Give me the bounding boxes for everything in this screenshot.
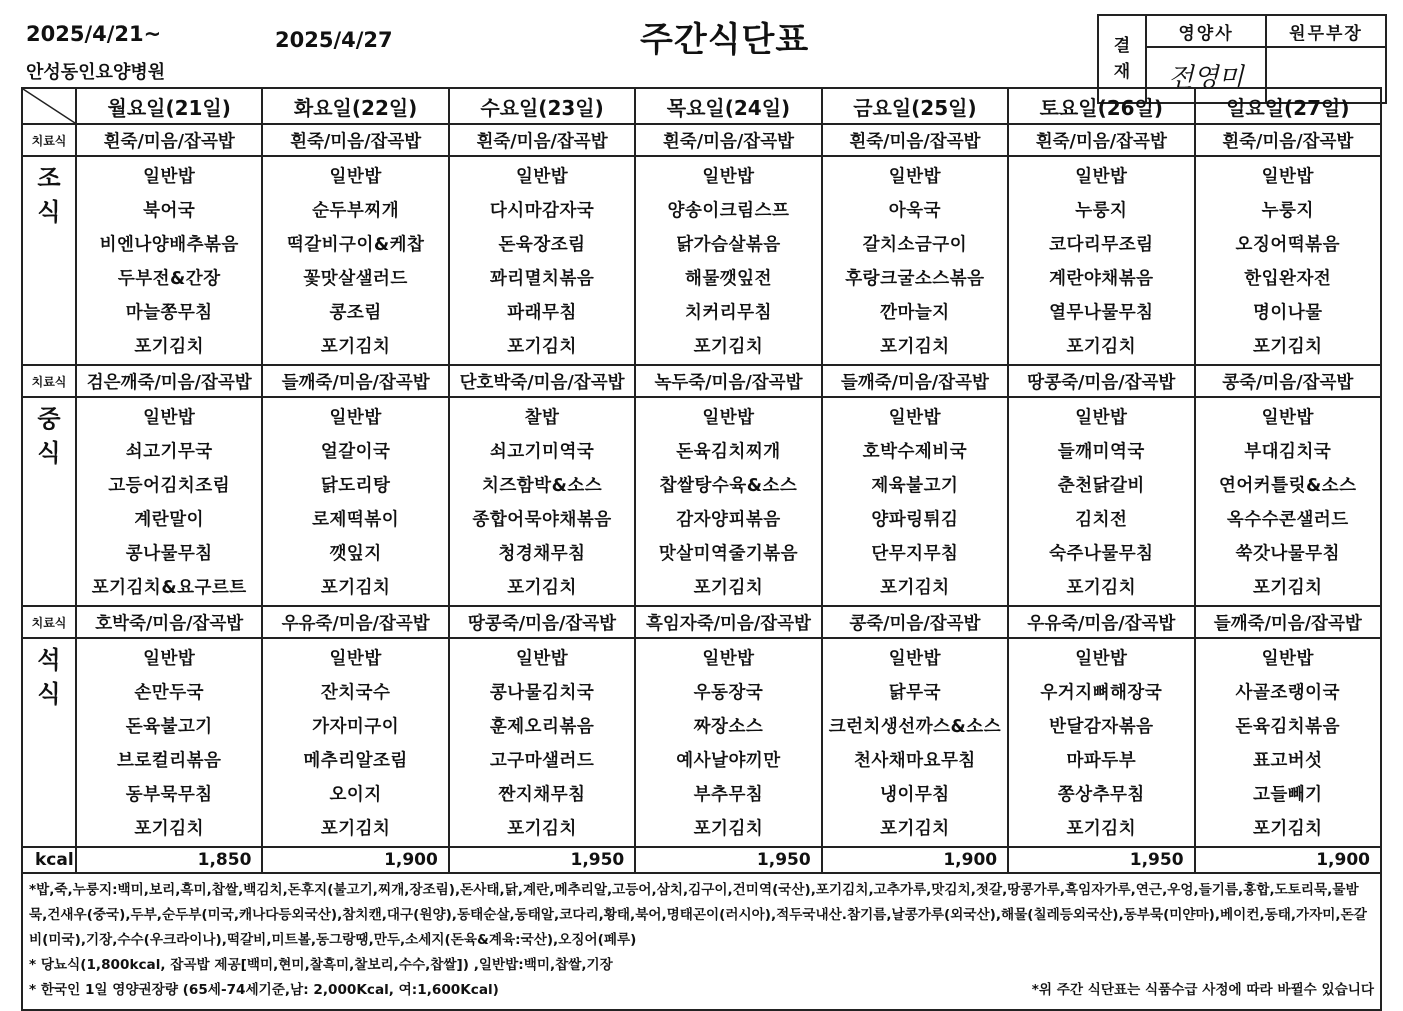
- menu-item: 일반밥: [702, 649, 755, 669]
- menu-item: 닭도리탕: [320, 476, 391, 496]
- menu-item: 포기김치&요구르트: [91, 578, 247, 598]
- menu-item: 포기김치: [880, 337, 950, 357]
- kcal-value: 1,950: [1008, 847, 1194, 873]
- menu-item: 마늘쫑무침: [125, 303, 213, 323]
- menu-item: 치커리무침: [684, 303, 772, 323]
- menu-item: 단무지무침: [871, 544, 959, 564]
- kcal-value: 1,900: [1195, 847, 1381, 873]
- menu-cell: [822, 397, 1008, 606]
- menu-item: 콩나물무침: [125, 544, 213, 564]
- corner-cell: [22, 88, 76, 124]
- lunch-diet-row: [22, 365, 1381, 397]
- menu-item: 일반밥: [1075, 649, 1128, 669]
- menu-item: 연어커틀릿&소스: [1218, 476, 1357, 496]
- menu-item: 예사날야끼만: [676, 751, 781, 771]
- menu-item: 제육불고기: [871, 476, 959, 496]
- menu-cell: [76, 638, 262, 847]
- lunch-menu-row: [22, 397, 1381, 606]
- menu-cell: [76, 156, 262, 365]
- menu-item: 쫑상추무침: [1057, 785, 1145, 805]
- menu-item: 한입완자전: [1244, 269, 1332, 289]
- menu-cell: [822, 156, 1008, 365]
- menu-item: 일반밥: [1075, 408, 1128, 428]
- menu-item: 천사채마요무침: [853, 751, 976, 771]
- menu-item: 깻잎지: [329, 544, 382, 564]
- menu-item: 일반밥: [888, 649, 941, 669]
- menu-item: 맛살미역줄기볶음: [658, 544, 799, 564]
- menu-item: 일반밥: [515, 649, 569, 669]
- menu-item: 포기김치: [320, 337, 391, 357]
- menu-item: 포기김치: [1066, 578, 1137, 598]
- menu-item: 포기김치: [1066, 819, 1137, 839]
- menu-item: 순두부찌개: [312, 201, 400, 221]
- menu-item: 일반밥: [143, 408, 196, 428]
- breakfast-label: [22, 156, 76, 365]
- menu-cell: [449, 156, 635, 365]
- menu-item: 누룽지: [1261, 201, 1314, 221]
- therapeutic-diet: 호박죽/미음/잡곡밥: [76, 606, 262, 638]
- menu-cell: [1008, 156, 1194, 365]
- lunch-label: [22, 397, 76, 606]
- menu-item: 파래무침: [507, 303, 577, 323]
- menu-item: 포기김치: [693, 819, 764, 839]
- therapeutic-label: 치료식: [22, 606, 76, 638]
- menu-item: 포기김치: [134, 819, 205, 839]
- therapeutic-diet: 흰죽/미음/잡곡밥: [1195, 124, 1381, 156]
- menu-item: 쇠고기미역국: [489, 442, 595, 462]
- menu-cell: [635, 397, 821, 606]
- approval-dietitian-title: 영양사: [1147, 16, 1265, 48]
- menu-item: 양파링튀김: [871, 510, 959, 530]
- day-header: 수요일(23일): [449, 88, 635, 124]
- menu-item: 돈육불고기: [125, 717, 213, 737]
- menu-item: 일반밥: [1261, 649, 1314, 669]
- menu-item: 코다리무조림: [1049, 235, 1154, 255]
- menu-item: 포기김치: [880, 578, 950, 598]
- hospital-name: 안성동인요양병원: [26, 62, 166, 83]
- menu-item: 북어국: [143, 201, 196, 221]
- therapeutic-diet: 땅콩죽/미음/잡곡밥: [1008, 365, 1194, 397]
- menu-item: 포기김치: [693, 578, 764, 598]
- notes-cell: [22, 873, 1381, 1010]
- menu-item: 포기김치: [1252, 819, 1323, 839]
- note-footer: [29, 978, 1374, 1003]
- menu-item: 김치전: [1075, 510, 1128, 530]
- kcal-value: 1,900: [262, 847, 448, 873]
- therapeutic-diet: 들깨죽/미음/잡곡밥: [822, 365, 1008, 397]
- menu-item: 냉이무침: [880, 785, 950, 805]
- approval-label-top: 결: [1113, 36, 1131, 56]
- menu-item: 사골조랭이국: [1235, 683, 1340, 703]
- menu-item: 찹쌀탕수육&소스: [659, 476, 798, 496]
- menu-item: 일반밥: [1075, 167, 1128, 187]
- approval-dietitian-signature: 전영미: [1168, 62, 1244, 93]
- menu-item: 포기김치: [320, 819, 391, 839]
- diagonal-line-icon: [23, 89, 75, 123]
- menu-item: 깐마늘지: [880, 303, 950, 323]
- therapeutic-diet: 단호박죽/미음/잡곡밥: [449, 365, 635, 397]
- meal-label-char: 식: [37, 680, 61, 708]
- menu-item: 일반밥: [888, 167, 941, 187]
- menu-item: 일반밥: [888, 408, 941, 428]
- menu-item: 포기김치: [320, 578, 391, 598]
- menu-item: 크런치생선까스&소스: [828, 717, 1002, 737]
- day-header: 화요일(22일): [262, 88, 448, 124]
- menu-item: 고등어김치조림: [108, 476, 231, 496]
- kcal-value: 1,950: [449, 847, 635, 873]
- menu-cell: [1195, 397, 1381, 606]
- approval-manager-title: 원무부장: [1267, 16, 1385, 48]
- menu-item: 포기김치: [693, 337, 764, 357]
- meal-label-char: 중: [37, 405, 61, 433]
- menu-item: 비엔나양배추볶음: [99, 235, 239, 255]
- kcal-value: 1,850: [76, 847, 262, 873]
- therapeutic-diet: 들깨죽/미음/잡곡밥: [262, 365, 448, 397]
- meal-label-char: 식: [37, 198, 61, 226]
- menu-item: 명이나물: [1252, 303, 1323, 323]
- therapeutic-diet: 들깨죽/미음/잡곡밥: [1195, 606, 1381, 638]
- menu-item: 가자미구이: [312, 717, 400, 737]
- menu-item: 춘천닭갈비: [1057, 476, 1145, 496]
- menu-item: 호박수제비국: [862, 442, 968, 462]
- therapeutic-label: 치료식: [22, 365, 76, 397]
- menu-item: 돈육김치볶음: [1235, 717, 1340, 737]
- day-header: 금요일(25일): [822, 88, 1008, 124]
- menu-item: 손만두국: [134, 683, 205, 703]
- dinner-label: [22, 638, 76, 847]
- menu-item: 계란야채볶음: [1049, 269, 1154, 289]
- therapeutic-diet: 우유죽/미음/잡곡밥: [262, 606, 448, 638]
- menu-item: 일반밥: [143, 649, 196, 669]
- menu-item: 돈육김치찌개: [676, 442, 781, 462]
- menu-item: 반달감자볶음: [1049, 717, 1154, 737]
- menu-cell: [1008, 397, 1194, 606]
- menu-item: 콩나물김치국: [489, 683, 595, 703]
- menu-item: 쇠고기무국: [125, 442, 213, 462]
- menu-item: 누룽지: [1075, 201, 1128, 221]
- therapeutic-diet: 콩죽/미음/잡곡밥: [822, 606, 1008, 638]
- menu-item: 포기김치: [1066, 337, 1137, 357]
- menu-item: 잔치국수: [320, 683, 391, 703]
- day-header: 월요일(21일): [76, 88, 262, 124]
- menu-item: 얼갈이국: [320, 442, 391, 462]
- therapeutic-diet: 흰죽/미음/잡곡밥: [1008, 124, 1194, 156]
- therapeutic-diet: 콩죽/미음/잡곡밥: [1195, 365, 1381, 397]
- menu-item: 찰밥: [524, 408, 560, 428]
- menu-item: 두부전&간장: [117, 269, 221, 289]
- menu-item: 치즈함박&소스: [481, 476, 603, 496]
- therapeutic-diet: 흑임자죽/미음/잡곡밥: [635, 606, 821, 638]
- menu-item: 떡갈비구이&케찹: [286, 235, 425, 255]
- meal-label-char: 석: [37, 646, 61, 674]
- menu-item: 부대김치국: [1244, 442, 1332, 462]
- menu-item: 포기김치: [1252, 337, 1323, 357]
- kcal-label: kcal: [22, 847, 76, 873]
- menu-cell: [822, 638, 1008, 847]
- menu-cell: [262, 397, 448, 606]
- therapeutic-label: 치료식: [22, 124, 76, 156]
- menu-item: 콩조림: [329, 303, 382, 323]
- menu-item: 부추무침: [693, 785, 764, 805]
- menu-item: 포기김치: [134, 337, 205, 357]
- menu-item: 짜장소스: [693, 717, 764, 737]
- breakfast-diet-row: [22, 124, 1381, 156]
- therapeutic-diet: 흰죽/미음/잡곡밥: [635, 124, 821, 156]
- dinner-diet-row: [22, 606, 1381, 638]
- menu-item: 일반밥: [702, 408, 755, 428]
- therapeutic-diet: 흰죽/미음/잡곡밥: [76, 124, 262, 156]
- menu-item: 종합어묵야채볶음: [472, 510, 612, 530]
- menu-cell: [449, 397, 635, 606]
- menu-item: 일반밥: [143, 167, 196, 187]
- menu-item: 해물깻잎전: [684, 269, 772, 289]
- diabetic-note: * 당뇨식(1,800kcal, 잡곡밥 제공[백미,현미,찰흑미,찰보리,수수,찹쌀]) ,일반밥:백미,찹쌀,기장: [29, 957, 613, 973]
- meal-label-char: 조: [37, 164, 61, 192]
- menu-item: 로제떡볶이: [312, 510, 400, 530]
- menu-item: 짠지채무침: [498, 785, 586, 805]
- menu-item: 열무나물무침: [1049, 303, 1154, 323]
- menu-cell: [262, 156, 448, 365]
- menu-item: 포기김치: [507, 819, 577, 839]
- menu-item: 옥수수콘샐러드: [1226, 510, 1349, 530]
- menu-item: 꽃맛살샐러드: [303, 269, 408, 289]
- breakfast-menu-row: [22, 156, 1381, 365]
- day-header: 일요일(27일): [1195, 88, 1381, 124]
- menu-item: 계란말이: [134, 510, 205, 530]
- kcal-value: 1,950: [635, 847, 821, 873]
- therapeutic-diet: 녹두죽/미음/잡곡밥: [635, 365, 821, 397]
- menu-item: 일반밥: [329, 649, 382, 669]
- menu-item: 꽈리멸치볶음: [489, 269, 595, 289]
- menu-item: 감자양피볶음: [676, 510, 781, 530]
- day-header-row: [22, 88, 1381, 124]
- menu-item: 훈제오리볶음: [489, 717, 595, 737]
- menu-cell: [1008, 638, 1194, 847]
- therapeutic-diet: 흰죽/미음/잡곡밥: [449, 124, 635, 156]
- menu-item: 숙주나물무침: [1049, 544, 1154, 564]
- therapeutic-diet: 땅콩죽/미음/잡곡밥: [449, 606, 635, 638]
- kcal-value: 1,900: [822, 847, 1008, 873]
- menu-item: 포기김치: [880, 819, 950, 839]
- meal-label-char: 식: [37, 439, 61, 467]
- dinner-menu-row: [22, 638, 1381, 847]
- end-date: 2025/4/27: [275, 28, 393, 52]
- therapeutic-diet: 흰죽/미음/잡곡밥: [822, 124, 1008, 156]
- therapeutic-diet: 우유죽/미음/잡곡밥: [1008, 606, 1194, 638]
- menu-item: 쑥갓나물무침: [1235, 544, 1340, 564]
- menu-item: 우거지뼈해장국: [1040, 683, 1163, 703]
- menu-item: 갈치소금구이: [862, 235, 968, 255]
- menu-item: 오징어떡볶음: [1235, 235, 1340, 255]
- menu-cell: [1195, 638, 1381, 847]
- menu-item: 동부묵무침: [125, 785, 213, 805]
- start-date: 2025/4/21~: [26, 22, 162, 46]
- menu-item: 청경채무침: [498, 544, 586, 564]
- menu-cell: [1195, 156, 1381, 365]
- menu-item: 마파두부: [1066, 751, 1137, 771]
- menu-item: 브로컬리볶음: [116, 751, 222, 771]
- page-title: 주간식단표: [640, 20, 810, 60]
- menu-item: 포기김치: [507, 578, 577, 598]
- menu-item: 일반밥: [702, 167, 755, 187]
- intake-note: * 한국인 1일 영양권장량 (65세-74세기준,남: 2,000Kcal, 여:1,600Kcal): [29, 982, 499, 998]
- menu-item: 일반밥: [1261, 167, 1314, 187]
- menu-item: 양송이크림스프: [667, 201, 790, 221]
- menu-item: 고구마샐러드: [489, 751, 595, 771]
- menu-item: 닭무국: [888, 683, 941, 703]
- kcal-row: [22, 847, 1381, 873]
- menu-cell: [76, 397, 262, 606]
- menu-cell: [635, 156, 821, 365]
- menu-item: 들깨미역국: [1057, 442, 1145, 462]
- disclaimer-note: *위 주간 식단표는 식품수급 사정에 따라 바뀔수 있습니다: [1031, 982, 1374, 998]
- menu-item: 닭가슴살볶음: [676, 235, 781, 255]
- menu-item: 일반밥: [329, 408, 382, 428]
- menu-cell: [449, 638, 635, 847]
- notes-row: [22, 873, 1381, 1010]
- menu-item: 고들빼기: [1252, 785, 1323, 805]
- menu-item: 표고버섯: [1252, 751, 1323, 771]
- menu-cell: [635, 638, 821, 847]
- menu-item: 아욱국: [888, 201, 941, 221]
- menu-item: 일반밥: [515, 167, 569, 187]
- menu-item: 돈육장조림: [498, 235, 586, 255]
- weekly-menu-table: [21, 87, 1382, 1011]
- menu-item: 다시마감자국: [489, 201, 595, 221]
- therapeutic-diet: 흰죽/미음/잡곡밥: [262, 124, 448, 156]
- menu-item: 일반밥: [1261, 408, 1314, 428]
- day-header: 토요일(26일): [1008, 88, 1194, 124]
- approval-label-bottom: 재: [1113, 62, 1131, 82]
- therapeutic-diet: 검은깨죽/미음/잡곡밥: [76, 365, 262, 397]
- menu-item: 일반밥: [329, 167, 382, 187]
- menu-item: 우동장국: [693, 683, 764, 703]
- day-header: 목요일(24일): [635, 88, 821, 124]
- origin-note: *밥,죽,누룽지:백미,보리,흑미,찹쌀,백김치,돈후지(불고기,찌개,장조림),돈사태,닭,계란,메추리알,고등어,삼치,김구이,건미역(국산),포기김치,고추가루,맛김치,젓갈,땅콩가루,흑임자가루,연근,우엉,들기름,홍합,도토리묵,물밤묵,건새우(중국),두부,순두부(미국,캐나다등외국산),참치캔,대구(원양),동태순살,동태알,코다리,황태,북어,명태곤이(러시아),적두국내산.참기름,날콩가루(외국산),해물(칠레등외국산),동부묵(미얀마),베이컨,동태,가자미,돈갈비(미국),기장,수수(우크라이나),떡갈비,미트볼,동그랑땡,만두,소세지(돈육&계육:국산),오징어(페루): [29, 882, 1367, 948]
- menu-item: 포기김치: [1252, 578, 1323, 598]
- menu-item: 오이지: [329, 785, 382, 805]
- menu-item: 메추리알조림: [303, 751, 408, 771]
- menu-item: 후랑크굴소스볶음: [845, 269, 985, 289]
- menu-cell: [262, 638, 448, 847]
- menu-item: 포기김치: [507, 337, 577, 357]
